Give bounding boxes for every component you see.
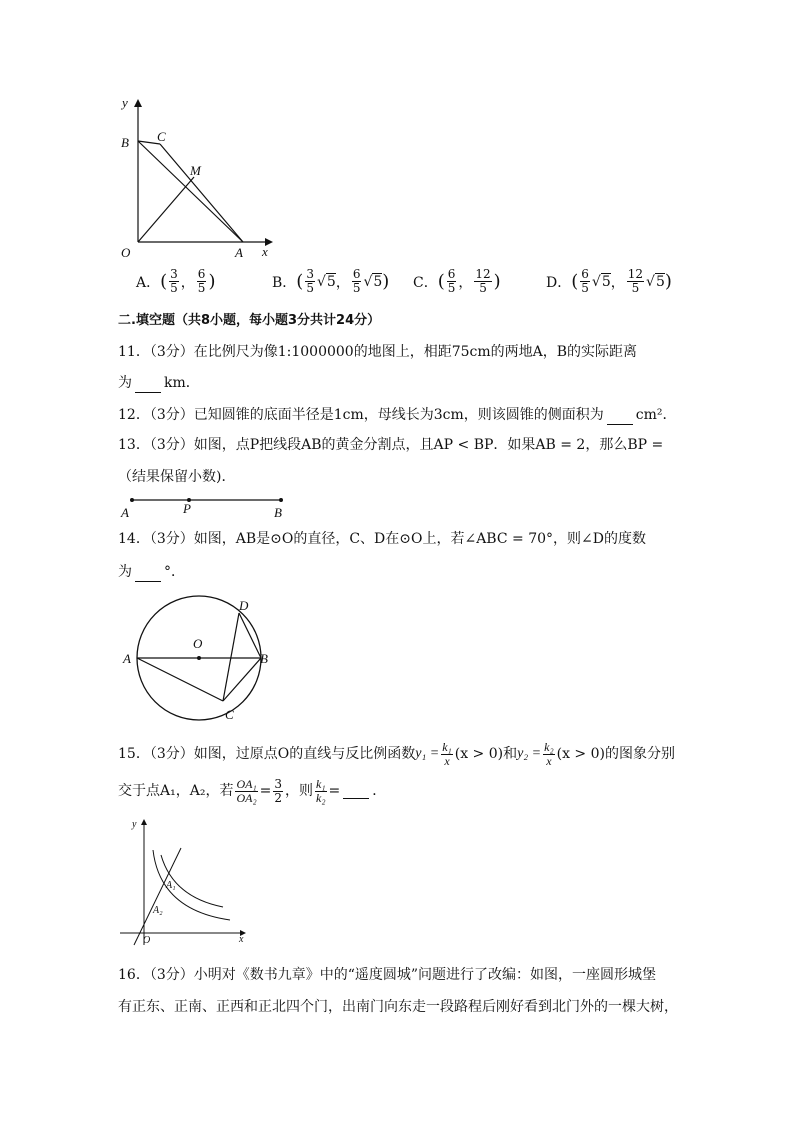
label-y: y xyxy=(132,819,137,830)
answer-blank[interactable] xyxy=(343,784,369,799)
frac-k2-x xyxy=(543,741,555,768)
q11-cont-post: km． xyxy=(164,375,200,391)
label-A2: A₂ xyxy=(153,905,163,916)
q12-pre: 12．（3分）已知圆锥的底面半径是1cm，母线长为3cm，则该圆锥的侧面积为 xyxy=(118,407,604,423)
q13-cont: （结果保留小数)． xyxy=(118,469,236,485)
num: k₁ xyxy=(442,739,452,754)
option-d-label: D． xyxy=(546,274,572,291)
q11-cont xyxy=(118,373,200,393)
q14-cont xyxy=(118,562,185,582)
frac-3-2 xyxy=(273,778,283,805)
q15-cond1: (x > 0)和 xyxy=(454,746,518,762)
q11-cont-pre: 为 xyxy=(118,375,132,391)
num: OA₁ xyxy=(236,776,257,791)
den: 5 xyxy=(631,281,640,295)
option-d xyxy=(546,268,672,295)
comma: ， xyxy=(180,274,195,291)
figure-coordinate-triangle xyxy=(115,95,275,265)
den: 5 xyxy=(447,281,456,295)
option-a xyxy=(136,268,215,295)
num: 6 xyxy=(197,267,206,281)
radicand: 5 xyxy=(373,273,383,290)
den: 5 xyxy=(479,281,487,295)
q16-line1: 16．（3分）小明对《数书九章》中的“遥度圆城”问题进行了改编：如图，一座圆形城堡 xyxy=(118,967,657,983)
paren: ( xyxy=(296,271,304,292)
sqrt: √5 xyxy=(591,273,611,290)
q11-text: 11．（3分）在比例尺为像1:1000000的地图上，相距75cm的两地A，B的实际距离 xyxy=(118,344,638,360)
option-a-label: A． xyxy=(136,274,161,291)
label-P: P xyxy=(183,501,191,516)
figure-circle-o xyxy=(115,595,285,725)
q14-text: 14．（3分）如图，AB是⊙O的直径，C、D在⊙O上，若∠ABC = 70°，则∠D的度数 xyxy=(118,531,646,547)
q12-post: cm²． xyxy=(635,407,677,423)
label-A1: A₁ xyxy=(166,880,176,891)
then: ，则 xyxy=(285,783,313,799)
den: OA₂ xyxy=(236,790,257,805)
q12-text xyxy=(118,405,677,425)
q15-pre: 15．（3分）如图，过原点O的直线与反比例函数 xyxy=(118,746,416,762)
frac xyxy=(627,268,644,295)
comma: ， xyxy=(610,274,625,291)
num: 6 xyxy=(581,267,589,281)
label-y: y xyxy=(122,95,128,110)
num: k₂ xyxy=(544,739,554,754)
frac xyxy=(169,268,179,295)
num: 3 xyxy=(170,267,178,281)
paren: ) xyxy=(664,271,672,292)
den: 5 xyxy=(197,281,206,295)
frac xyxy=(580,268,590,295)
den: x xyxy=(546,753,552,768)
paren: ) xyxy=(208,271,216,292)
option-b xyxy=(272,268,389,295)
paren: ) xyxy=(493,271,501,292)
q15-cont xyxy=(118,773,386,809)
comma: ， xyxy=(335,274,350,291)
radicand: 5 xyxy=(655,273,665,290)
label-x: x xyxy=(262,244,268,259)
label-B: B xyxy=(260,651,268,666)
num: 3 xyxy=(274,776,282,791)
label-O: O xyxy=(193,636,203,651)
q16-line2: 有正东、正南、正西和正北四个门，出南门向东走一段路程后刚好看到北门外的一棵大树， xyxy=(118,999,678,1015)
den: 2 xyxy=(274,790,282,805)
frac xyxy=(197,268,207,295)
num: 3 xyxy=(306,267,314,281)
section-heading: 二.填空题（共8小题，每小题3分共计24分） xyxy=(118,313,381,328)
answer-blank[interactable] xyxy=(607,410,633,425)
label-B: B xyxy=(121,135,129,150)
end: ． xyxy=(372,783,387,799)
radicand: 5 xyxy=(326,273,336,290)
label-C: C xyxy=(157,129,166,144)
label-x: x xyxy=(239,934,244,945)
den: k₂ xyxy=(316,790,326,805)
den: 5 xyxy=(170,281,178,295)
frac xyxy=(447,268,457,295)
label-M: M xyxy=(190,163,201,178)
num: 12 xyxy=(475,267,491,281)
frac-k1-x xyxy=(441,741,453,768)
paren: ( xyxy=(571,271,579,292)
answer-blank[interactable] xyxy=(135,567,161,582)
figure-segment-ap-b xyxy=(115,492,295,522)
den: x xyxy=(444,753,450,768)
den: 5 xyxy=(581,281,589,295)
sqrt: √5 xyxy=(646,273,665,290)
q15-text xyxy=(118,737,675,771)
num: k₁ xyxy=(316,776,326,791)
paren: ) xyxy=(382,271,390,292)
paren: ( xyxy=(437,271,445,292)
sqrt: √5 xyxy=(316,273,336,290)
frac xyxy=(305,268,315,295)
frac-k1-k2 xyxy=(315,778,327,805)
option-c xyxy=(413,268,501,295)
q14-cont-pre: 为 xyxy=(118,564,132,580)
den: 5 xyxy=(352,281,361,295)
eq: = xyxy=(328,783,341,799)
q15-y1: y₁ = xyxy=(415,746,440,761)
q15-cond2: (x > 0)的图象分别 xyxy=(556,746,675,762)
q15-y2: y₂ = xyxy=(517,746,542,761)
paren: ( xyxy=(160,271,168,292)
num: 12 xyxy=(627,267,644,281)
option-b-label: B． xyxy=(272,274,297,291)
answer-blank[interactable] xyxy=(135,378,161,393)
label-A: A xyxy=(235,245,243,260)
frac xyxy=(474,268,491,295)
label-C: C xyxy=(225,707,234,722)
frac-oa xyxy=(235,778,257,805)
label-D: D xyxy=(239,598,249,613)
label-O: O xyxy=(143,935,151,946)
label-A: A xyxy=(121,505,129,520)
q13-text: 13．（3分）如图，点P把线段AB的黄金分割点，且AP < BP．如果AB = 2，那么BP = xyxy=(118,437,664,453)
eq: = xyxy=(259,783,272,799)
option-c-label: C． xyxy=(413,274,438,291)
label-O: O xyxy=(121,245,131,260)
frac xyxy=(352,268,362,295)
sqrt: √5 xyxy=(363,273,383,290)
num: 6 xyxy=(352,267,361,281)
q15-cont-pre: 交于点A₁，A₂，若 xyxy=(118,783,234,799)
figure-inverse-functions xyxy=(115,815,255,950)
label-A: A xyxy=(123,651,131,666)
comma: ， xyxy=(458,274,473,291)
den: 5 xyxy=(306,281,314,295)
radicand: 5 xyxy=(601,273,611,290)
num: 6 xyxy=(447,267,456,281)
label-B: B xyxy=(274,505,282,520)
q14-cont-post: °． xyxy=(164,564,185,580)
